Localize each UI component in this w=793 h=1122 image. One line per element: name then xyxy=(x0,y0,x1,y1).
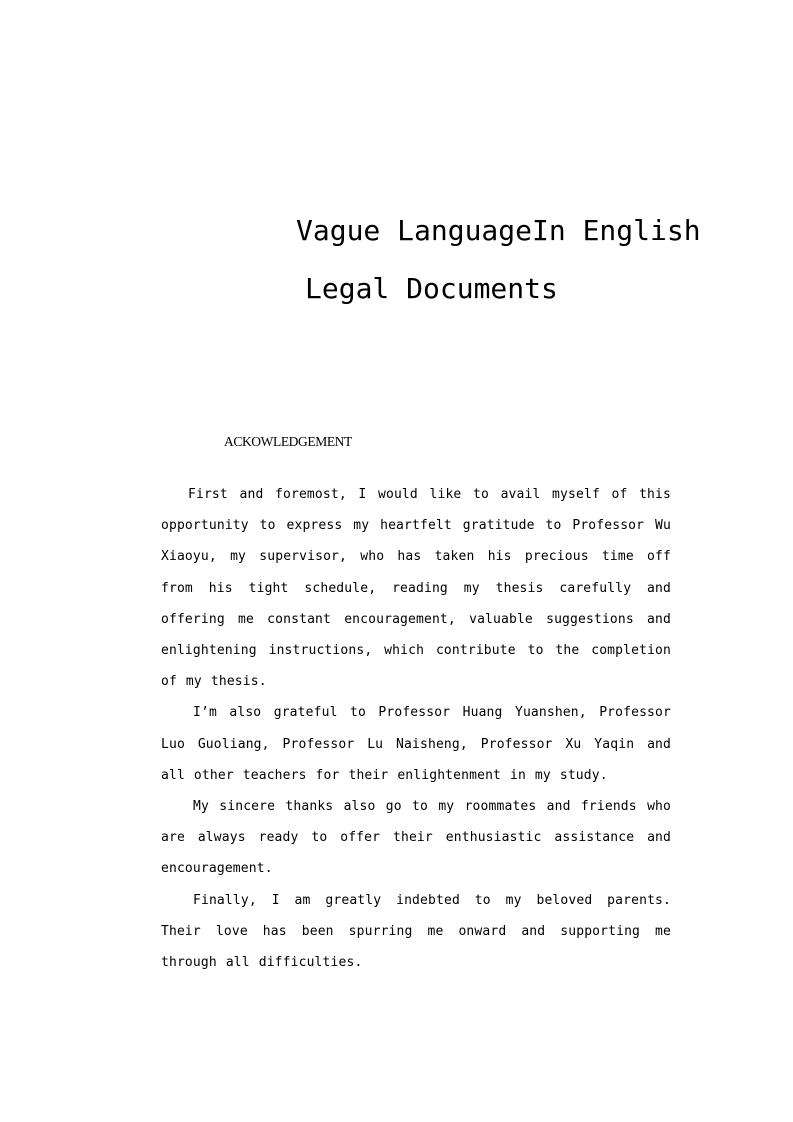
acknowledgement-heading: ACKOWLEDGEMENT xyxy=(224,434,352,449)
thesis-title-line-1: Vague LanguageIn English xyxy=(296,214,701,247)
thesis-title-line-2: Legal Documents xyxy=(305,272,558,305)
acknowledgement-body xyxy=(161,479,671,978)
acknowledgement-paragraph-4: Finally, I am greatly indebted to my beloved parents. Their love has been spurring me onward and supporting me through all difficulties. xyxy=(161,892,671,971)
acknowledgement-paragraph-2: I’m also grateful to Professor Huang Yuanshen, Professor Luo Guoliang, Professor Lu Naisheng, Professor Xu Yaqin and all other teachers for their enlightenment in my study. xyxy=(161,705,671,783)
acknowledgement-paragraph-3: My sincere thanks also go to my roommates and friends who are always ready to offer their enthusiastic assistance and encouragement. xyxy=(161,799,671,877)
acknowledgement-paragraph-1: First and foremost, I would like to avail myself of this opportunity to express my heartfelt gratitude to Professor Wu Xiaoyu, my supervisor, who has taken his precious time off from his tight schedule, reading my thesis carefully and offering me constant encouragement, valuable suggestions and enlightening instructions, which contribute to the completion of my thesis. xyxy=(161,487,671,690)
